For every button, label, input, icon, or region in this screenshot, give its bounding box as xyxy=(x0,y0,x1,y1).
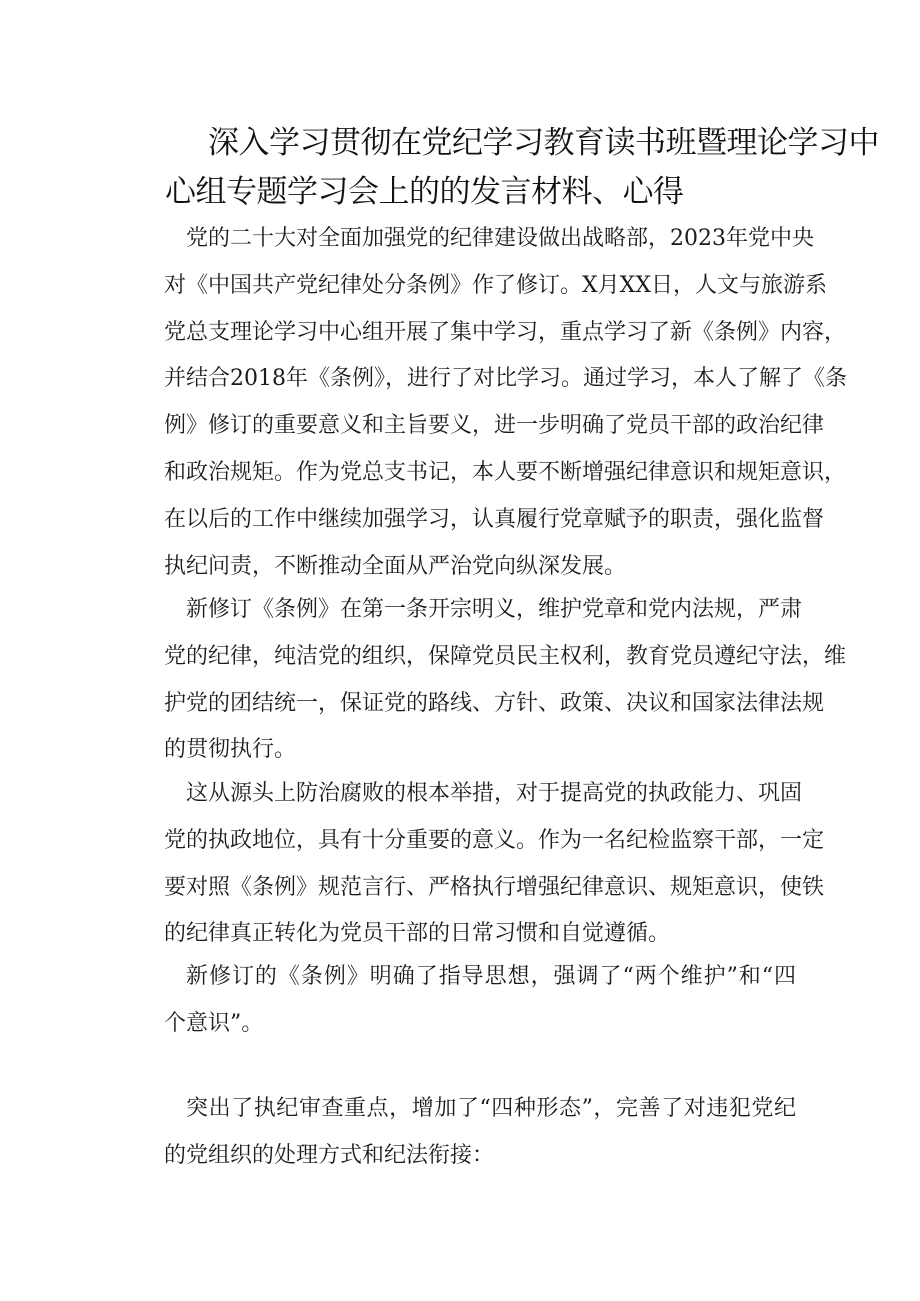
paragraph-2 xyxy=(164,587,847,774)
paragraph-1 xyxy=(164,216,847,590)
paragraph-line: 新修订的《条例》明确了指导思想，强调了“两个维护”和“四 xyxy=(186,964,796,989)
paragraph-line: 的纪律真正转化为党员干部的日常习惯和自觉遵循。 xyxy=(164,921,671,947)
paragraph-line: 党的纪律，纯洁党的组织，保障党员民主权利，教育党员遵纪守法，维 xyxy=(164,643,847,669)
paragraph-4 xyxy=(164,954,796,1048)
paragraph-line: 党总支理论学习中心组开展了集中学习，重点学习了新《条例》内容， xyxy=(164,319,847,345)
paragraph-line: 这从源头上防治腐败的根本举措，对于提高党的执政能力、巩固 xyxy=(186,781,803,806)
paragraph-line: 突出了执纪审查重点，增加了“四种形态”，完善了对违犯党纪 xyxy=(186,1096,796,1121)
paragraph-line: 例》修订的重要意义和主旨要义，进一步明确了党员干部的政治纪律 xyxy=(164,413,825,439)
paragraph-line: 并结合2018年《条例》，进行了对比学习。通过学习，本人了解了《条 xyxy=(164,366,847,392)
document-title-line-1: 深入学习贯彻在党纪学习教育读书班暨理论学习中 xyxy=(208,125,879,161)
paragraph-line: 党的执政地位，具有十分重要的意义。作为一名纪检监察干部，一定 xyxy=(164,827,825,853)
document-title-line-2: 心组专题学习会上的的发言材料、心得 xyxy=(165,174,684,210)
paragraph-3 xyxy=(164,771,825,958)
paragraph-line: 对《中国共产党纪律处分条例》作了修订。X月XX日，人文与旅游系 xyxy=(164,272,827,298)
paragraph-5 xyxy=(164,1086,796,1180)
paragraph-line: 护党的团结统一，保证党的路线、方针、政策、决议和国家法律法规 xyxy=(164,690,825,716)
paragraph-line: 个意识”。 xyxy=(164,1010,264,1036)
paragraph-line: 新修订《条例》在第一条开宗明义，维护党章和党内法规，严肃 xyxy=(186,597,803,622)
paragraph-line: 和政治规矩。作为党总支书记，本人要不断增强纪律意识和规矩意识， xyxy=(164,459,847,485)
paragraph-line: 的贯彻执行。 xyxy=(164,737,297,763)
paragraph-line: 要对照《条例》规范言行、严格执行增强纪律意识、规矩意识，使铁 xyxy=(164,874,825,900)
paragraph-line: 在以后的工作中继续加强学习，认真履行党章赋予的职责，强化监督 xyxy=(164,506,825,532)
paragraph-line: 执纪问责，不断推动全面从严治党向纵深发展。 xyxy=(164,553,627,579)
paragraph-line: 党的二十大对全面加强党的纪律建设做出战略部，2023年党中央 xyxy=(186,226,814,251)
paragraph-line: 的党组织的处理方式和纪法衔接： xyxy=(164,1142,495,1168)
